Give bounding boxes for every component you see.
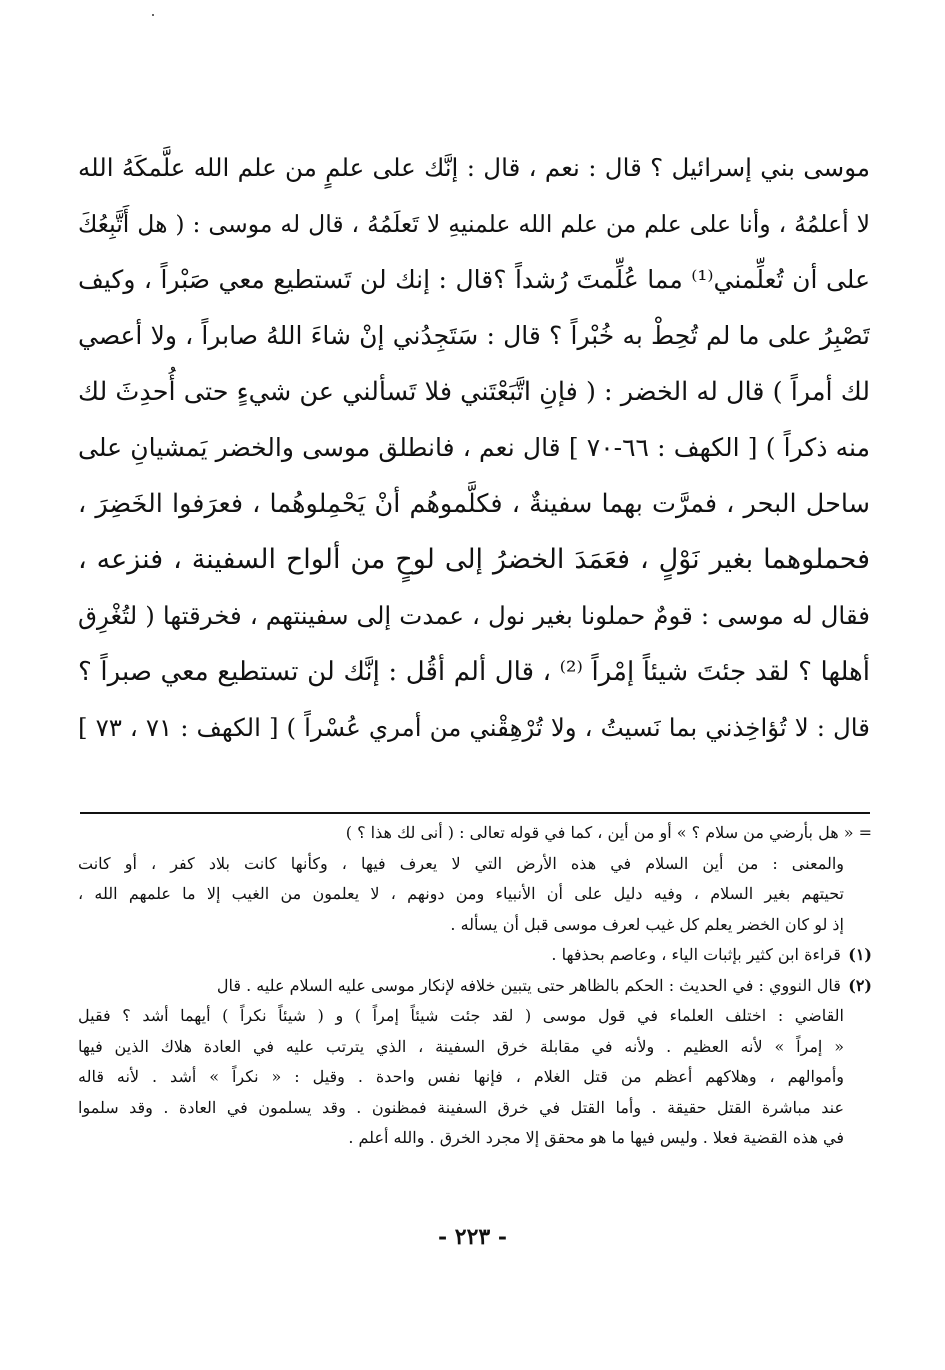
footnote-2-line: عند مباشرة القتل حقيقة . وأما القتل في خرق السفينة فمظنون . وقد يسلمون في العادة . وقد سلموا: [78, 1097, 844, 1117]
footnote-1-marker: (١): [848, 945, 872, 964]
main-text-line: قال : لا تُؤاخِذني بما نَسيتُ ، ولا تُرْهِقْني من أمري عُسْراً ) [ الكهف : ٧١ ، ٧٣ ]: [78, 713, 870, 742]
footnote-2-line: وأموالهم ، وهلاكهم أعظم من قتل الغلام ، فإنها نفس واحدة . وقيل : « نكراً » أشد . لأنه قاله: [78, 1067, 844, 1086]
footnote-separator: [80, 812, 870, 814]
main-text-line: على أن تُعلِّمني⁽¹⁾ مما عُلِّمتَ رُشداً ؟قال : إنك لن تَستطيع معي صَبْراً ، وكيف: [78, 265, 870, 294]
main-text-line: لك أمراً ) قال له الخضر : ( فإنِ اتَّبَعْتَني فلا تَسألني عن شيءٍ حتى أُحدِثَ لك: [78, 377, 870, 407]
scan-speck: [152, 14, 154, 16]
footnote-2-line: « إمراً » لأنه العظيم . ولأنه في مقابلة خرق السفينة ، الذي يترتب عليه في العادة هلاك الذين فيها: [78, 1036, 844, 1056]
page-number: - ٢٢٣ -: [437, 1224, 508, 1250]
main-text-line: أهلها ؟ لقد جئتَ شيئاً إمْراً ⁽²⁾ ، قال ألم أقُل : إنَّك لن تستطيع معي صبراً ؟: [78, 657, 870, 687]
footnotes-block: [78, 818, 872, 1154]
footnote-continuation-line: = « هل بأرضي من سلام ؟ » أو من أين ، كما في قوله تعالى : ( أنى لك هذا ؟ ): [345, 823, 872, 842]
footnote-2-line: في هذه القضية فعلا . وليس فيها ما هو محقق إلا مجرد الخرق . والله أعلم .: [348, 1128, 844, 1147]
footnote-2: [78, 971, 872, 1002]
footnote-2-first-line: قال النووي : في الحديث : الحكم بالظاهر حتى يتبين خلافه لإنكار موسى عليه السلام عليه . قال: [216, 975, 841, 995]
footnote-1: [78, 940, 872, 971]
main-text-line: تَصْبِرُ على ما لم تُحِطْ به خُبْراً ؟ قال : سَتَجِدُني إنْ شاءَ اللهُ صابراً ، ولا أعصي: [78, 321, 870, 350]
main-text-line: لا أعلمُهُ ، وأنا على علم من علم الله علمنيهِ لا تَعلَمُهُ ، قال له موسى : ( هل أَتَّبِعُكَ: [78, 210, 870, 238]
main-text-line: منه ذكراً ) [ الكهف : ٦٦-٧٠ ] قال نعم ، فانطلق موسى والخضر يَمشيانِ على: [78, 433, 870, 462]
main-text-line: فحملوهما بغير نَوْلٍ ، فعَمَدَ الخضرُ إلى لوحٍ من ألواح السفينة ، فنزعه ،: [78, 544, 870, 575]
main-text-line: ساحل البحر ، فمرَّت بهما سفينةٌ ، فكلَّموهُم أنْ يَحْمِلوهُما ، فعرَفوا الخَضِرَ ،: [78, 489, 870, 519]
footnote-1-text: قراءة ابن كثير بإثبات الياء ، وعاصم بحذفها .: [551, 945, 841, 964]
main-text-line: موسى بني إسرائيل ؟ قال : نعم ، قال : إنَّك على علمٍ من علم الله علَّمكَهُ الله: [78, 153, 870, 182]
footnote-continuation-line: إذ لو كان الخضر يعلم كل غيب لعرف موسى قبل أن يسأله .: [450, 914, 844, 934]
main-text-block: [78, 140, 870, 756]
footnote-2-line: القاضي : اختلف العلماء في قول موسى ( لقد جئت شيئاً إمراً ) و ( شيئاً نكراً ) أيهما أشد ؟ فقيل: [78, 1006, 844, 1025]
footnote-continuation-line: تحيتهم بغير السلام ، وفيه دليل على أن الأنبياء ومن دونهم ، لا يعلمون من الغيب إلا ما علمهم الله ،: [78, 884, 844, 903]
footnote-continuation-line: والمعنى : من أين السلام في هذه الأرض التي لا يعرف فيها ، وكأنها كانت بلاد كفر ، أو كانت: [78, 853, 844, 873]
footnote-2-marker: (٢): [848, 975, 872, 995]
main-text-line: فقال له موسى : قومٌ حملونا بغير نول ، عمدت إلى سفينتهم ، فخرقتها ( لتُغْرِق: [78, 601, 870, 630]
